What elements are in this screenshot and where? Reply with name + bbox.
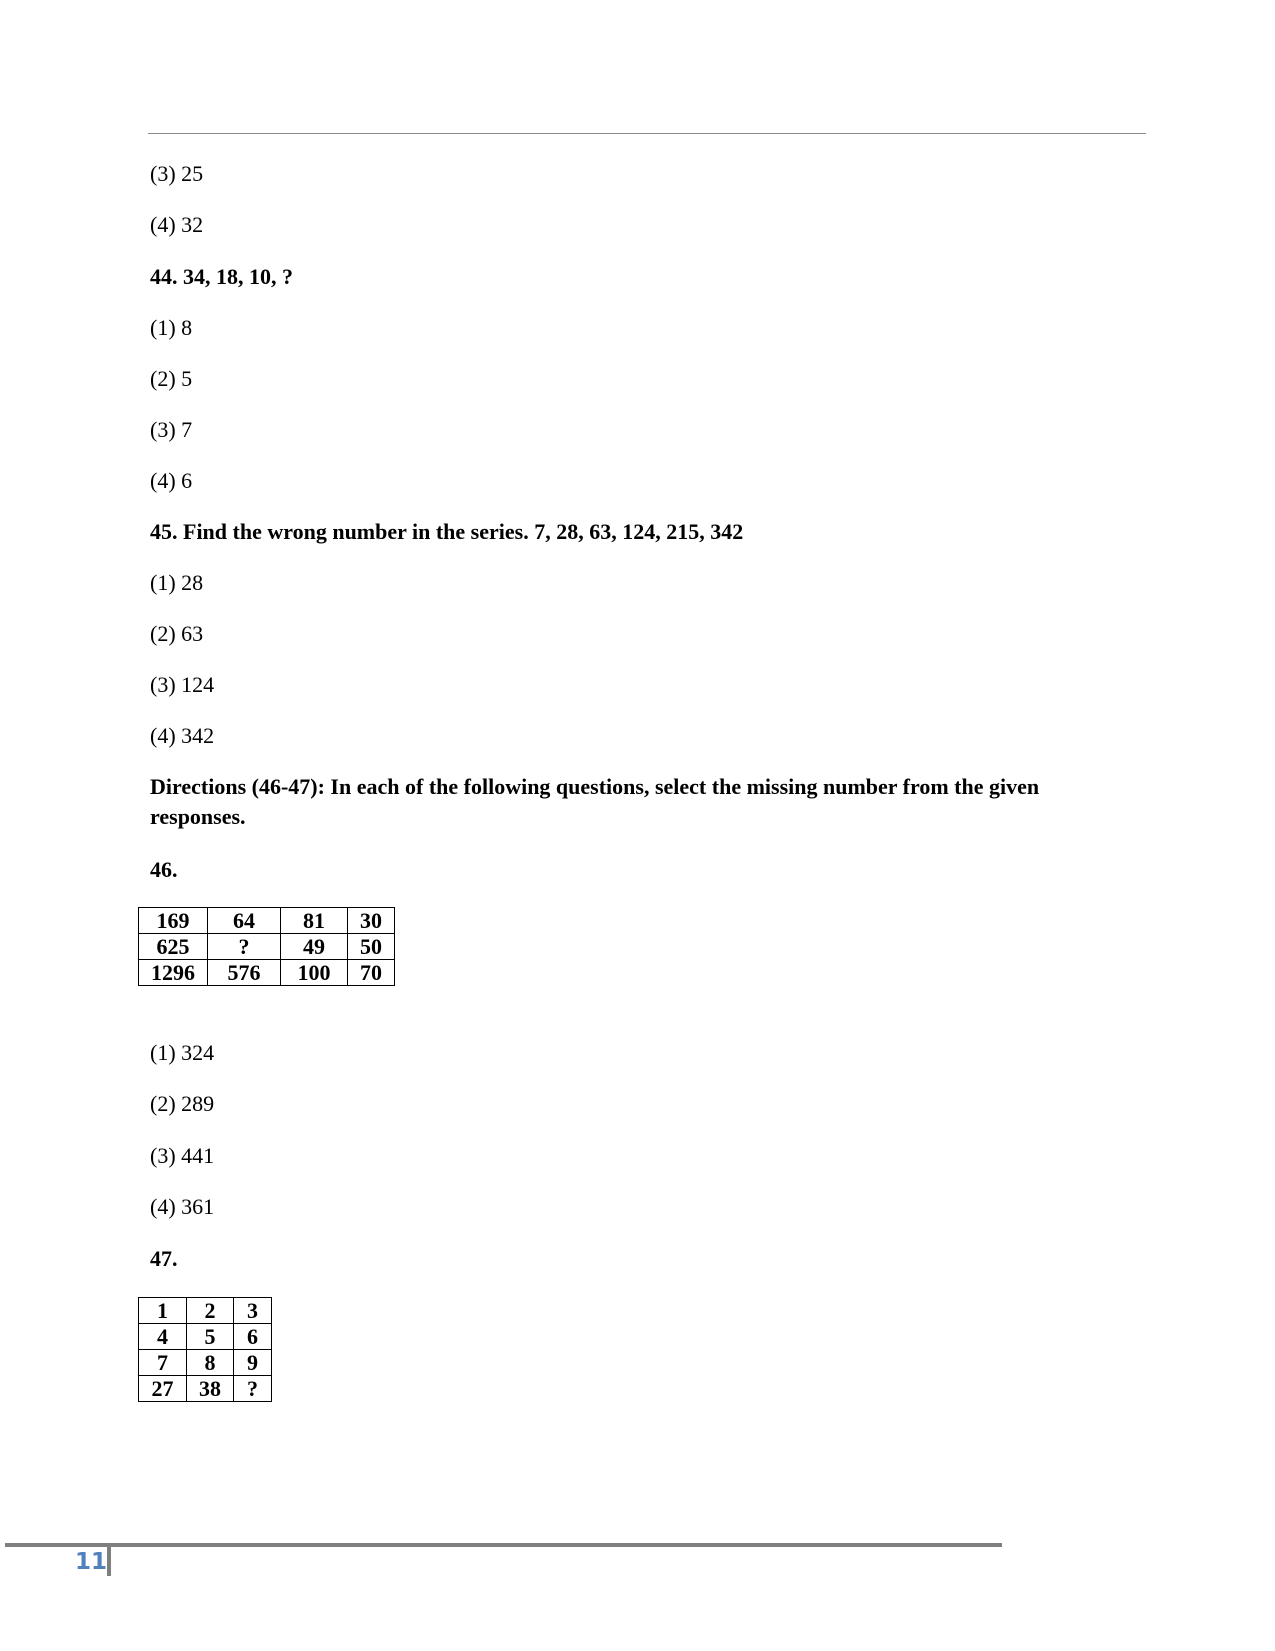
q47-number-table (138, 1297, 272, 1402)
q45-option-2: (2) 63 (150, 621, 204, 646)
table-row (139, 1324, 272, 1350)
table-row (139, 908, 395, 934)
table-cell: 5 (187, 1324, 234, 1350)
q46-option-4: (4) 361 (150, 1194, 215, 1219)
table-cell: ? (208, 934, 281, 960)
table-row (139, 1376, 272, 1402)
table-row (139, 1350, 272, 1376)
table-row (139, 934, 395, 960)
q44-option-2: (2) 5 (150, 366, 193, 391)
table-cell: 576 (208, 960, 281, 986)
q43-option-4: (4) 32 (150, 212, 204, 237)
table-cell: 38 (187, 1376, 234, 1402)
table-cell: 81 (281, 908, 348, 934)
table-cell: 70 (348, 960, 395, 986)
q44-question: 44. 34, 18, 10, ? (150, 264, 293, 289)
q46-number-table (138, 907, 395, 986)
table-cell: 2 (187, 1298, 234, 1324)
q44-option-4: (4) 6 (150, 468, 193, 493)
table-cell: 4 (139, 1324, 187, 1350)
footer-page-bar (107, 1545, 111, 1576)
table-row (139, 1298, 272, 1324)
q44-option-1: (1) 8 (150, 315, 193, 340)
page-number: 11 (75, 1549, 108, 1575)
directions-text: Directions (46-47): In each of the following questions, select the missing number from the given responses. (150, 774, 1040, 829)
table-cell: 100 (281, 960, 348, 986)
q46-question: 46. (150, 857, 178, 882)
q45-option-1: (1) 28 (150, 570, 204, 595)
q46-option-1: (1) 324 (150, 1040, 215, 1065)
q45-question: 45. Find the wrong number in the series. 7, 28, 63, 124, 215, 342 (150, 519, 744, 544)
header-divider (148, 133, 1146, 134)
q47-question: 47. (150, 1246, 178, 1271)
table-cell: ? (234, 1376, 272, 1402)
table-cell: 64 (208, 908, 281, 934)
q45-option-4: (4) 342 (150, 723, 215, 748)
table-cell: 169 (139, 908, 208, 934)
table-cell: 625 (139, 934, 208, 960)
footer-divider (5, 1543, 1002, 1547)
q45-option-3: (3) 124 (150, 672, 215, 697)
table-row (139, 960, 395, 986)
q43-option-3: (3) 25 (150, 161, 204, 186)
table-cell: 50 (348, 934, 395, 960)
table-cell: 9 (234, 1350, 272, 1376)
q46-option-2: (2) 289 (150, 1091, 215, 1116)
table-cell: 7 (139, 1350, 187, 1376)
table-cell: 27 (139, 1376, 187, 1402)
table-cell: 3 (234, 1298, 272, 1324)
table-cell: 30 (348, 908, 395, 934)
q44-option-3: (3) 7 (150, 417, 193, 442)
table-cell: 8 (187, 1350, 234, 1376)
table-cell: 1296 (139, 960, 208, 986)
table-cell: 1 (139, 1298, 187, 1324)
table-cell: 6 (234, 1324, 272, 1350)
q46-option-3: (3) 441 (150, 1143, 215, 1168)
table-cell: 49 (281, 934, 348, 960)
